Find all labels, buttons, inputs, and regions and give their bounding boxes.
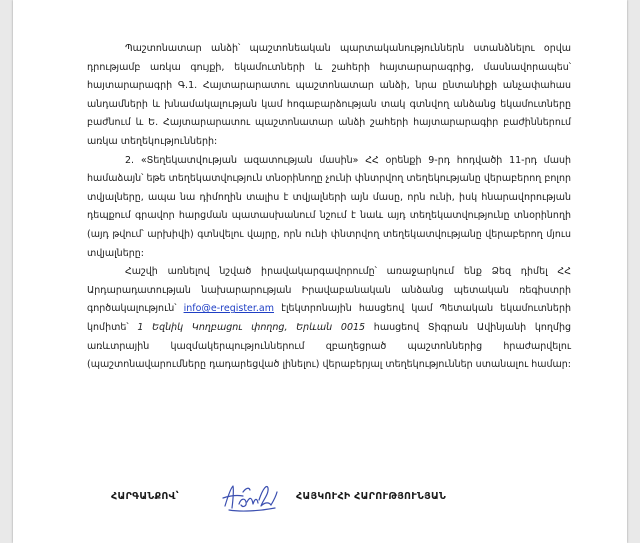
paragraph-2: 2. «Տեղեկատվության ազատության մասին» ՀՀ օրենքի 9-րդ հոդվածի 11-րդ մասի համաձայն՝ եթե տեղեկատվություն տնօրինողը չունի փնտրվող տեղեկությանը վերաբերող բոլոր տվյալները, ապա նա դիմողին տալիս է տվյալների այն մասը, որն ունի, իսկ հնարավորության դեպքում գրավոր հարցման պատասխանում նշում է նաև այդ տեղեկատվությունը տնօրինողի (այդ թվում՝ արխիվի) գտնվելու վայրը, որն ունի փնտրվող տեղեկատվությանը վերաբերող մյուս տվյալները: [87,154,571,259]
paragraph-3 [87,263,571,375]
paragraph-3-text-c: հասցեով Տիգրան Ավինյանի կողմից առևտրային կազմակերպություններում զբաղեցրած պաշտոններից հրաժարվելու (պաշտոնավարումները դադարեցված լինելու) վերաբերյալ տեղեկություններ ստանալու համար: [87,321,572,371]
paragraph-1: Պաշտոնատար անձի՝ պաշտոնեական պարտականություններն ստանձնելու օրվա դրությամբ առկա գույքի, եկամուտների և շահերի հայտարարագրից, մասնավորապես՝ հայտարարագրի Գ.1. Հայտարարատու պաշտոնատար անձի, նրա ընտանիքի անչափահաս անդամների և խնամակալության կամ հոգաբարձության տակ գտնվող անձանց եկամուտները բաժնում և Ե. Հայտարարատու պաշտոնատար անձի շահերի հայտարարագիր բաժիններում առկա տեղեկությունների: [87,43,571,147]
address-italic: 1 Եզնիկ Կողբացու փողոց, Երևան 0015 [137,321,366,333]
handwritten-signature [219,478,281,516]
signer-name: ՀԱՅԿՈՒՀԻ ՀԱՐՈՒԹՅՈՒՆՅԱՆ [296,491,447,502]
document-page [13,0,627,543]
paragraph-3-text-a: Հաշվի առնելով նշված իրավակարգավորումը՝ առաջարկում ենք Ձեզ դիմել ՀՀ Արդարադատության նախարարության Իրավաբանական անձանց պետական ռեգիստրի գործակալություն՝ [87,266,571,315]
regards-label: ՀԱՐԳԱՆՔՈՎ՝ [111,491,180,502]
letter-body [87,40,571,375]
email-link[interactable]: info@e-register.am [183,303,275,315]
signature-block [13,478,627,518]
paragraph-3-text-b: էլեկտրոնային հասցեով կամ Պետական եկամուտների կոմիտե՝ [87,303,571,333]
